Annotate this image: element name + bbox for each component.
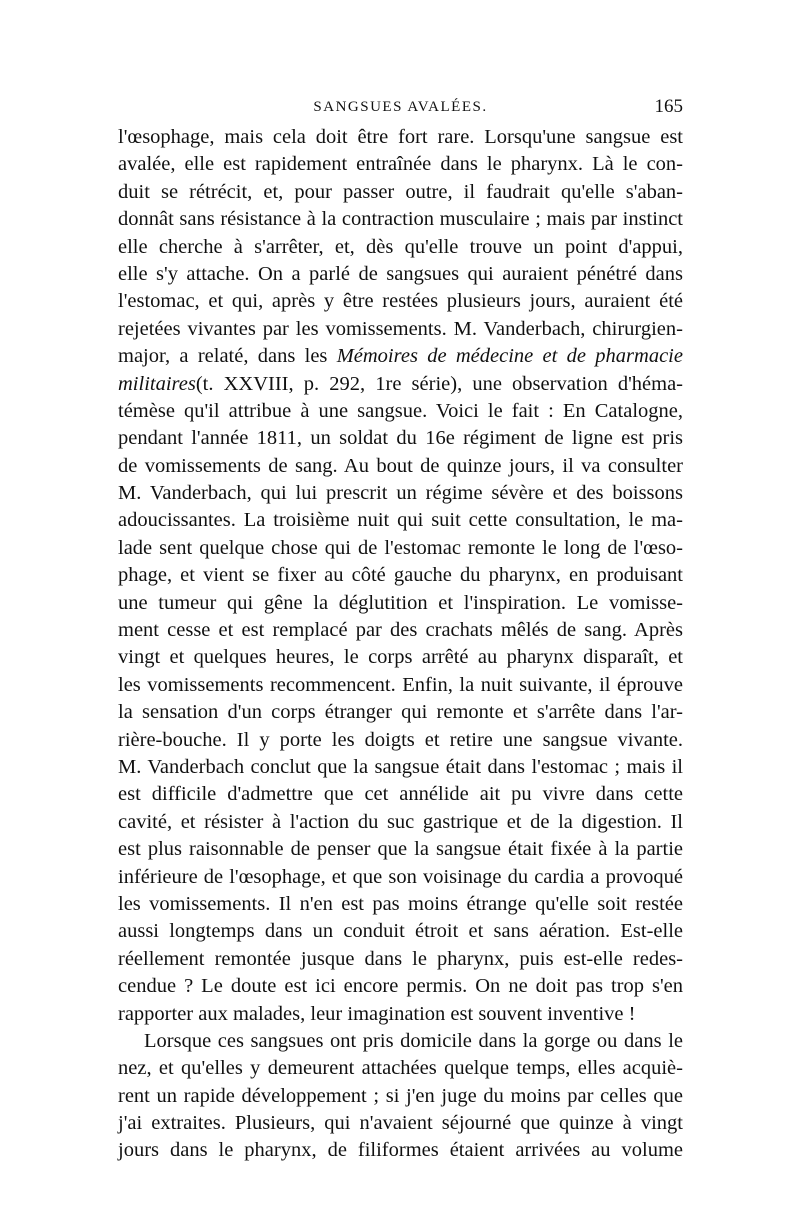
text-segment: (t. XXVIII, p. 292, 1re série), une observation d'héma- bbox=[195, 372, 683, 395]
text-line: aussi longtemps dans un conduit étroit et sans aération. Est-elle bbox=[118, 920, 683, 943]
text-line: est plus raisonnable de penser que la sangsue était fixée à la partie bbox=[118, 838, 683, 861]
text-line: rière-bouche. Il y porte les doigts et retire une sangsue vivante. bbox=[118, 728, 683, 751]
text-line: j'ai extraites. Plusieurs, qui n'avaient séjourné que quinze à vingt bbox=[118, 1112, 683, 1135]
page-header bbox=[118, 92, 683, 122]
text-line: cavité, et résister à l'action du suc gastrique et de la digestion. Il bbox=[118, 810, 683, 833]
text-line: ment cesse et est remplacé par des crachats mêlés de sang. Après bbox=[118, 619, 683, 642]
text-line: elle s'y attache. On a parlé de sangsues qui auraient pénétré dans bbox=[118, 262, 683, 285]
text-line: la sensation d'un corps étranger qui remonte et s'arrête dans l'ar- bbox=[118, 701, 683, 724]
text-line: M. Vanderbach conclut que la sangsue était dans l'estomac ; mais il bbox=[118, 755, 683, 778]
text-line: phage, et vient se fixer au côté gauche du pharynx, en produisant bbox=[118, 564, 683, 587]
text-line: adoucissantes. La troisième nuit qui suit cette consultation, le ma- bbox=[118, 509, 683, 532]
text-line: réellement remontée jusque dans le pharynx, puis est-elle redes- bbox=[118, 947, 683, 970]
italic-title: Mémoires de médecine et de pharmacie bbox=[336, 345, 683, 368]
text-line: Lorsque ces sangsues ont pris domicile dans la gorge ou dans le bbox=[144, 1029, 683, 1052]
page-number: 165 bbox=[654, 96, 683, 117]
text-line: l'estomac, et qui, après y être restées plusieurs jours, auraient été bbox=[118, 290, 683, 313]
text-line: est difficile d'admettre que cet annélide ait pu vivre dans cette bbox=[118, 783, 683, 806]
text-line: cendue ? Le doute est ici encore permis. On ne doit pas trop s'en bbox=[118, 975, 683, 998]
text-line: rent un rapide développement ; si j'en juge du moins par celles que bbox=[118, 1084, 683, 1107]
text-line: inférieure de l'œsophage, et que son voisinage du cardia a provoqué bbox=[118, 865, 683, 888]
paragraph-1 bbox=[118, 124, 683, 1028]
text-line: témèse qu'il attribue à une sangsue. Voici le fait : En Catalogne, bbox=[118, 399, 683, 422]
text-line: avalée, elle est rapidement entraînée dans le pharynx. Là le con- bbox=[118, 153, 683, 176]
text-line: les vomissements recommencent. Enfin, la nuit suivante, il éprouve bbox=[118, 673, 683, 696]
text-line: elle cherche à s'arrêter, et, dès qu'elle trouve un point d'appui, bbox=[118, 235, 683, 258]
text-line: nez, et qu'elles y demeurent attachées quelque temps, elles acquiè- bbox=[118, 1057, 683, 1080]
text-line: une tumeur qui gêne la déglutition et l'inspiration. Le vomisse- bbox=[118, 591, 683, 614]
paragraph-2 bbox=[118, 1028, 683, 1165]
text-line: M. Vanderbach, qui lui prescrit un régime sévère et des boissons bbox=[118, 482, 683, 505]
running-title: SANGSUES AVALÉES. bbox=[313, 99, 488, 115]
text-line: vingt et quelques heures, le corps arrêté au pharynx disparaît, et bbox=[118, 646, 683, 669]
text-line bbox=[118, 343, 683, 370]
text-line: duit se rétrécit, et, pour passer outre, il faudrait qu'elle s'aban- bbox=[118, 180, 683, 203]
text-line: lade sent quelque chose qui de l'estomac remonte le long de l'œso- bbox=[118, 536, 683, 559]
text-line: les vomissements. Il n'en est pas moins étrange qu'elle soit restée bbox=[118, 892, 683, 915]
text-line: de vomissements de sang. Au bout de quinze jours, il va consulter bbox=[118, 454, 683, 477]
italic-title: militaires bbox=[118, 372, 196, 395]
text-line: donnât sans résistance à la contraction musculaire ; mais par instinct bbox=[118, 208, 683, 231]
text-line: l'œsophage, mais cela doit être fort rare. Lorsqu'une sangsue est bbox=[118, 126, 683, 148]
text-line: pendant l'année 1811, un soldat du 16e régiment de ligne est pris bbox=[118, 427, 683, 450]
text-segment: major, a relaté, dans les bbox=[118, 345, 337, 368]
text-line: rejetées vivantes par les vomissements. M. Vanderbach, chirurgien- bbox=[118, 317, 683, 340]
text-line: rapporter aux malades, leur imagination est souvent inventive ! bbox=[118, 1002, 636, 1025]
text-line bbox=[118, 371, 683, 398]
body-text bbox=[118, 124, 683, 1165]
text-line: jours dans le pharynx, de filiformes étaient arrivées au volume bbox=[118, 1139, 683, 1162]
